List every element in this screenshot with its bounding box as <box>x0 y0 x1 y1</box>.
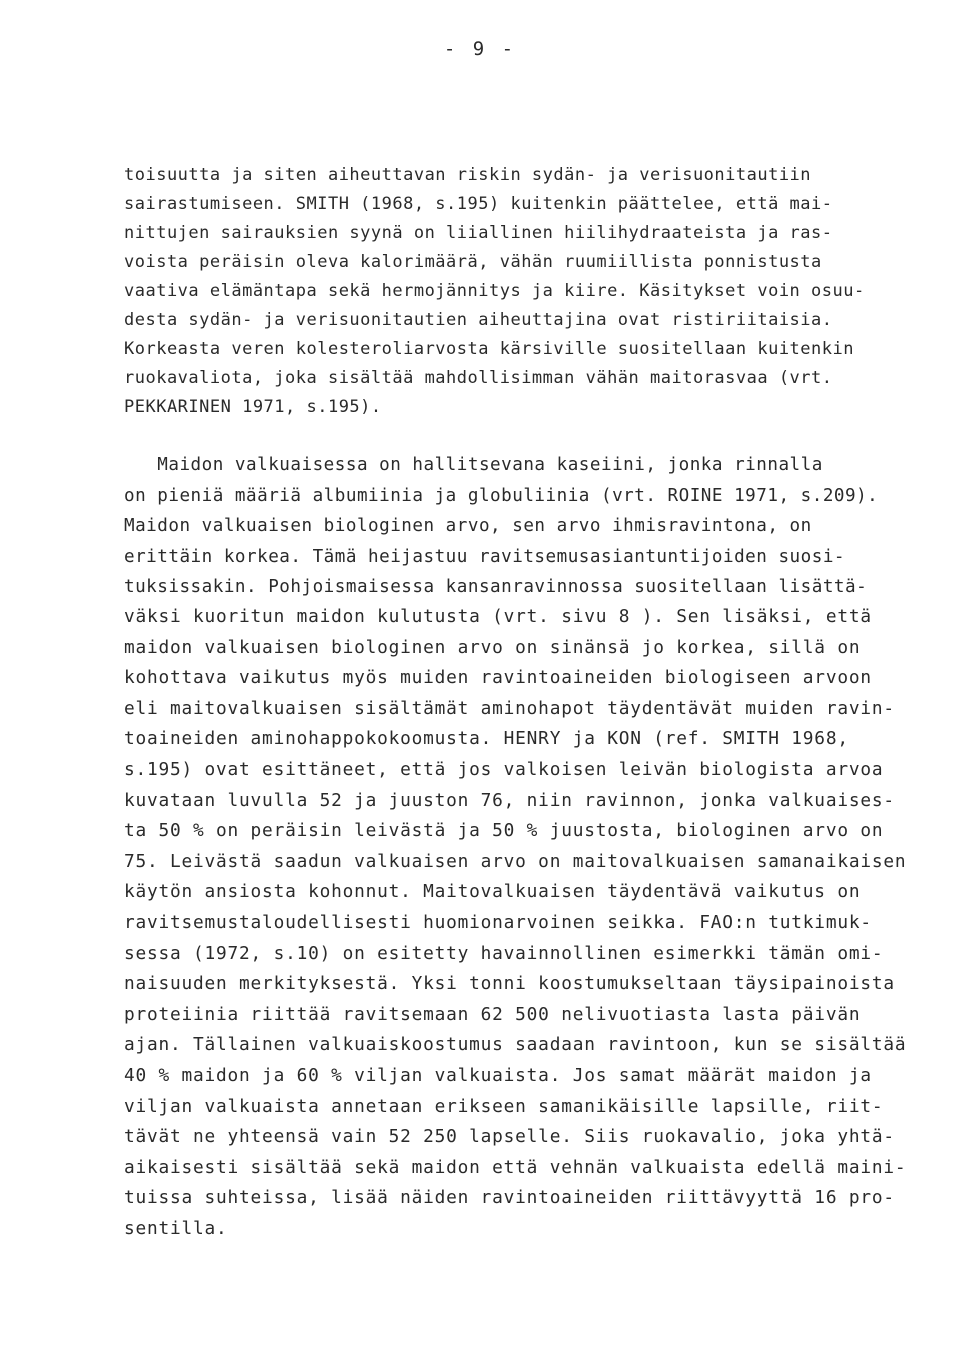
text-line: toisuutta ja siten aiheuttavan riskin sydän- ja verisuonitautiin <box>124 165 812 185</box>
text-line: desta sydän- ja verisuonitautien aiheuttajina ovat ristiriitaisia. <box>124 310 833 330</box>
text-line: ravitsemustaloudellisesti huomionarvoinen seikka. FAO:n tutkimuk- <box>124 911 872 933</box>
text-line: sessa (1972, s.10) on esitetty havainnollinen esimerkki tämän omi- <box>124 942 884 964</box>
text-line: Maidon valkuaisessa on hallitsevana kaseiini, jonka rinnalla <box>124 455 823 475</box>
text-line: nittujen sairauksien syynä on liiallinen hiilihydraateista ja ras- <box>124 223 833 243</box>
text-line: ta 50 % on peräisin leivästä ja 50 % juustosta, biologinen arvo on <box>124 820 884 842</box>
text-line: 75. Leivästä saadun valkuaisen arvo on maitovalkuaisen samanaikaisen <box>124 850 907 872</box>
text-line: toaineiden aminohappokokoomusta. HENRY ja KON (ref. SMITH 1968, <box>124 728 849 750</box>
text-line: sentilla. <box>124 1217 228 1239</box>
text-line: viljan valkuaista annetaan erikseen samanikäisille lapsille, riit- <box>124 1095 884 1117</box>
text-line: Korkeasta veren kolesteroliarvosta kärsiville suositellaan kuitenkin <box>124 339 854 359</box>
paragraph-2 <box>124 450 954 603</box>
text-line: eli maitovalkuaisen sisältämät aminohapot täydentävät muiden ravin- <box>124 697 895 719</box>
text-line: aikaisesti sisältää sekä maidon että vehnän valkuaista edellä maini- <box>124 1156 907 1178</box>
text-line: sairastumiseen. SMITH (1968, s.195) kuitenkin päättelee, että mai- <box>124 194 833 214</box>
text-line: vaativa elämäntapa sekä hermojännitys ja kiire. Käsitykset voin osuu- <box>124 281 865 301</box>
text-line: ruokavaliota, joka sisältää mahdollisimman vähän maitorasvaa (vrt. <box>124 368 833 388</box>
text-line: ajan. Tällainen valkuaiskoostumus saadaan ravintoon, kun se sisältää <box>124 1034 907 1056</box>
text-line: naisuuden merkityksestä. Yksi tonni koostumukseltaan täysipainoista <box>124 973 895 995</box>
text-line: 40 % maidon ja 60 % viljan valkuaista. Jos samat määrät maidon ja <box>124 1064 872 1086</box>
text-line: proteiinia riittää ravitsemaan 62 500 nelivuotiasta lasta päivän <box>124 1003 861 1025</box>
text-line: kohottava vaikutus myös muiden ravintoaineiden biologiseen arvoon <box>124 667 872 689</box>
text-line: erittäin korkea. Tämä heijastuu ravitsemusasiantuntijoiden suosi- <box>124 546 846 567</box>
page-number: - 9 - <box>443 38 517 60</box>
text-line: tuksissakin. Pohjoismaisessa kansanravinnossa suositellaan lisättä- <box>124 577 868 597</box>
text-line: PEKKARINEN 1971, s.195). <box>124 397 382 417</box>
text-line: kuvataan luvulla 52 ja juuston 76, niin ravinnon, jonka valkuaises- <box>124 789 895 811</box>
text-line: käytön ansiosta kohonnut. Maitovalkuaisen täydentävä vaikutus on <box>124 881 861 903</box>
text-line: tävät ne yhteensä vain 52 250 lapselle. Siis ruokavalio, joka yhtä- <box>124 1126 895 1148</box>
text-line: tuissa suhteissa, lisää näiden ravintoaineiden riittävyyttä 16 pro- <box>124 1187 895 1209</box>
paragraph-3 <box>124 602 954 1244</box>
text-line: on pieniä määriä albumiinia ja globuliinia (vrt. ROINE 1971, s.209). <box>124 485 879 506</box>
text-line: maidon valkuaisen biologinen arvo on sinänsä jo korkea, sillä on <box>124 636 861 658</box>
paragraph-1 <box>124 161 954 422</box>
text-line: s.195) ovat esittäneet, että jos valkoisen leivän biologista arvoa <box>124 758 884 780</box>
text-line: väksi kuoritun maidon kulutusta (vrt. sivu 8 ). Sen lisäksi, että <box>124 606 872 627</box>
text-line: voista peräisin oleva kalorimäärä, vähän ruumiillista ponnistusta <box>124 252 822 272</box>
text-line: Maidon valkuaisen biologinen arvo, sen arvo ihmisravintona, on <box>124 516 812 536</box>
